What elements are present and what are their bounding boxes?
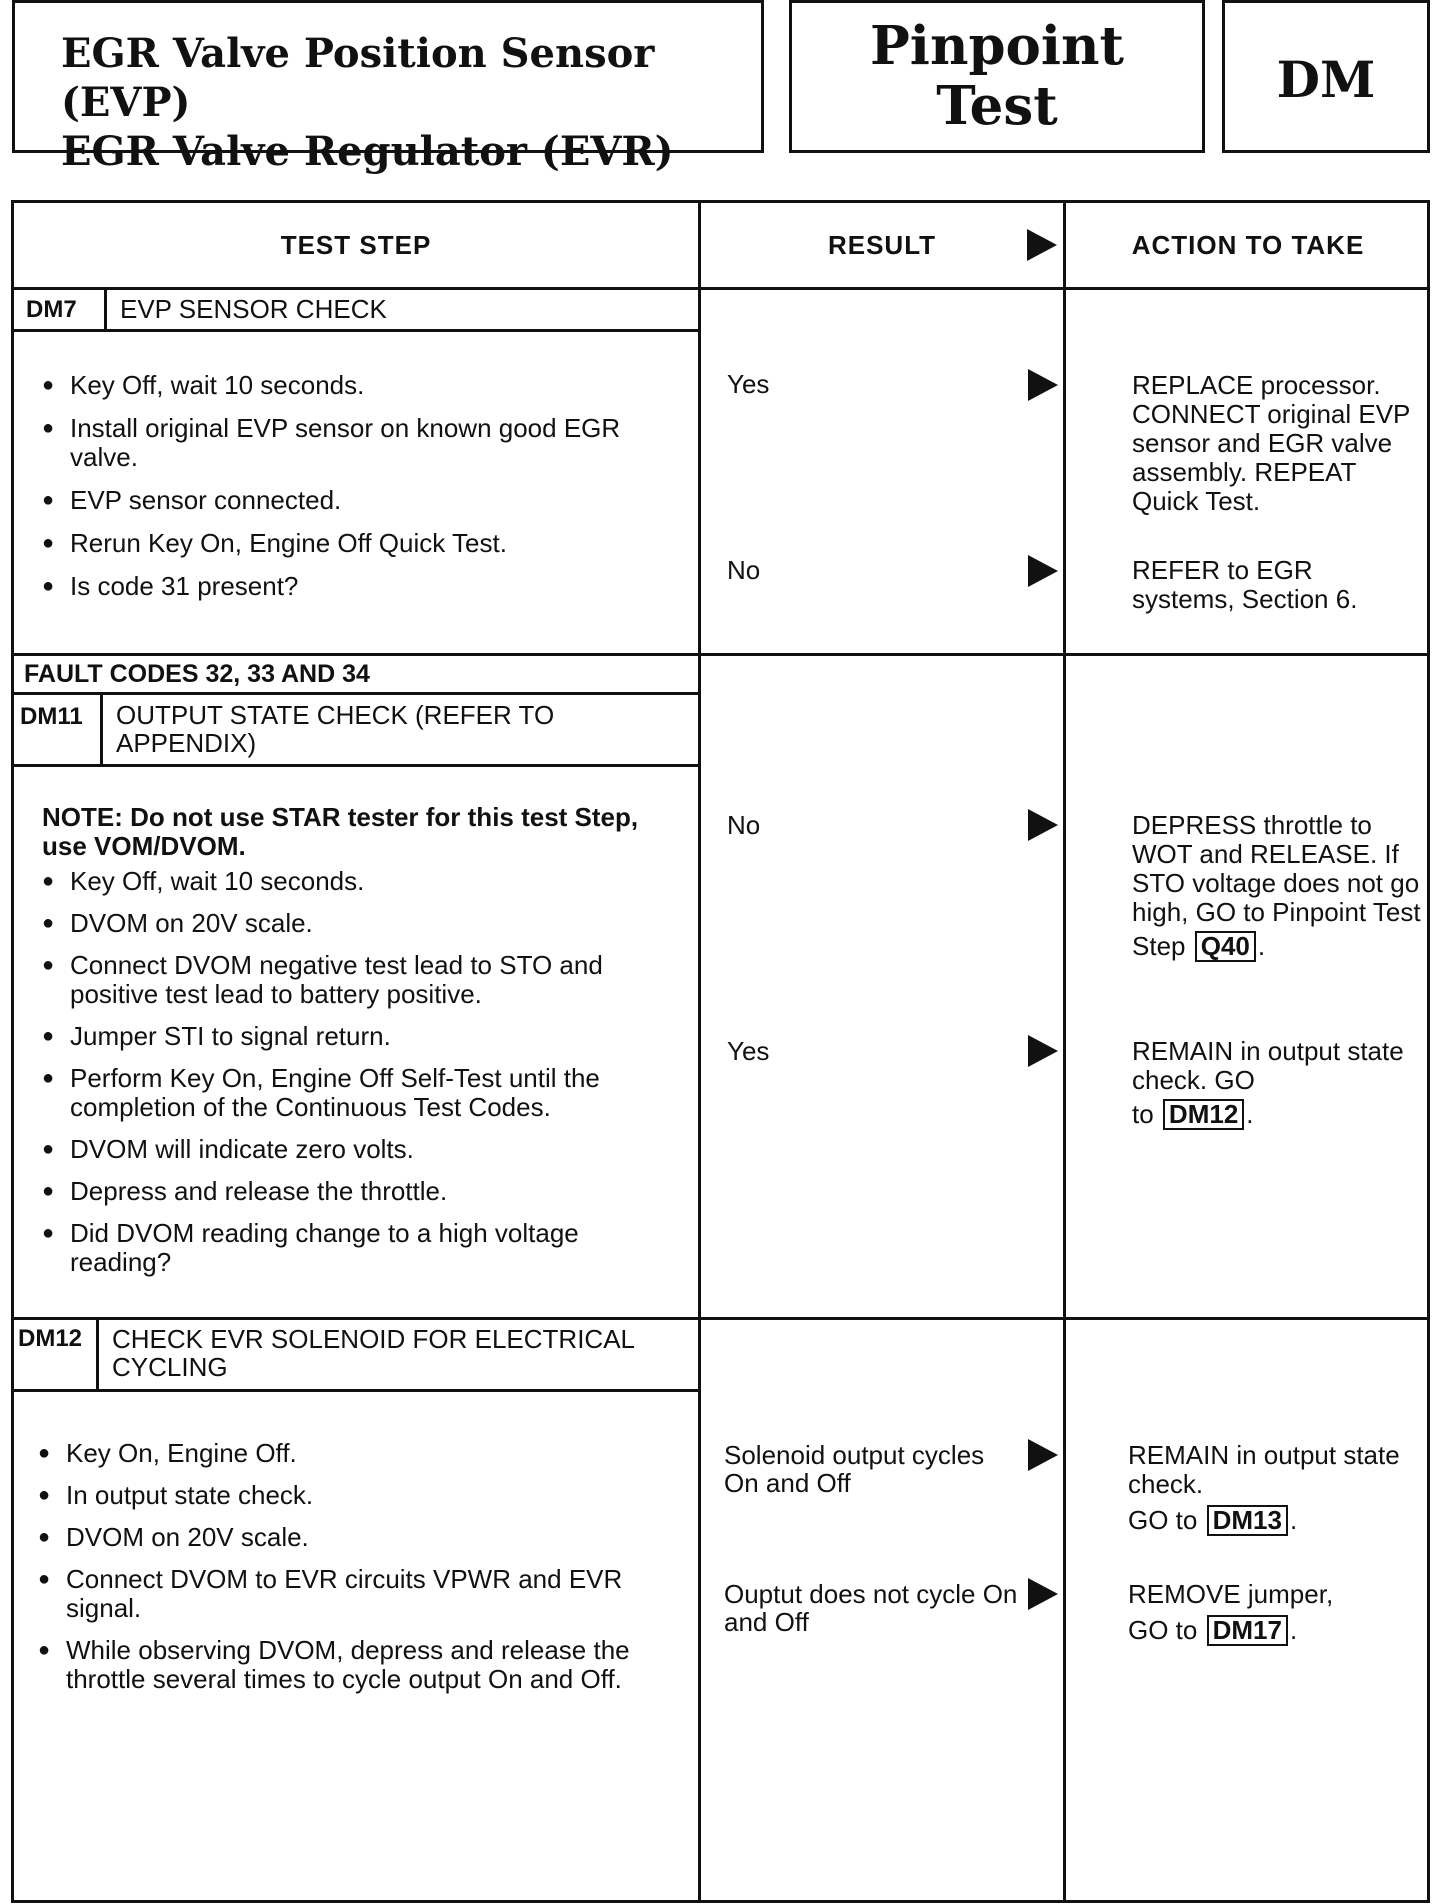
section-divider — [14, 1317, 1427, 1320]
arrow-icon — [1028, 1578, 1058, 1610]
dm11-result-no: No — [727, 810, 761, 840]
step-code-divider — [104, 287, 107, 331]
dm12-action-cycles — [1128, 1441, 1418, 1536]
list-item: ● Connect DVOM to EVR circuits VPWR and EVR signal. — [38, 1565, 688, 1623]
dm7-action-no: REFER to EGR systems, Section 6. — [1132, 555, 1358, 614]
dm12-result-nocycle: Ouptut does not cycle On and Off — [724, 1579, 1018, 1637]
step-reference-dm17[interactable]: DM17 — [1207, 1615, 1288, 1646]
dm11-action-yes — [1132, 1037, 1422, 1130]
list-item: ● DVOM on 20V scale. — [38, 1523, 688, 1552]
list-item: ● DVOM will indicate zero volts. — [42, 1135, 682, 1164]
title-box — [12, 0, 764, 175]
pinpoint-line-2: Test — [936, 75, 1058, 137]
list-item: ● While observing DVOM, depress and release the throttle several times to cycle output On and Off. — [38, 1636, 688, 1694]
pinpoint-line-1: Pinpoint — [869, 15, 1125, 77]
step-code-dm12: DM12 — [18, 1325, 83, 1352]
dm12-action-nocycle-goto-line: GO to DM17 . — [1128, 1615, 1298, 1645]
dm12-action-nocycle-goto: GO to — [1128, 1615, 1198, 1645]
dm11-result-yes: Yes — [727, 1036, 770, 1066]
arrow-icon — [1028, 809, 1058, 841]
list-item: ● Perform Key On, Engine Off Self-Test until the completion of the Continuous Test Codes. — [42, 1064, 682, 1122]
list-item: ● In output state check. — [38, 1481, 688, 1510]
dm11-action-yes-to: to — [1132, 1099, 1154, 1129]
step-code-divider — [96, 1317, 99, 1391]
dm11-action-no-step: Step — [1132, 931, 1186, 961]
step-title-dm12: CHECK EVR SOLENOID FOR ELECTRICAL CYCLING — [112, 1324, 635, 1382]
dm11-action-no-text: DEPRESS throttle to WOT and RELEASE. If STO voltage does not go high, GO to Pinpoint Test — [1132, 810, 1421, 927]
list-item: ● Install original EVP sensor on known good EGR valve. — [42, 414, 682, 472]
dm11-note: NOTE: Do not use STAR tester for this test Step, use VOM/DVOM. — [42, 802, 639, 861]
arrow-icon — [1028, 555, 1058, 587]
column-divider-result — [698, 203, 701, 1903]
section-code-box — [1222, 0, 1430, 153]
dm11-action-yes-text: REMAIN in output state check. GO — [1132, 1036, 1404, 1095]
step-code-dm11: DM11 — [20, 703, 83, 730]
dm12-action-nocycle-text: REMOVE jumper, — [1128, 1579, 1334, 1609]
dm12-action-nocycle — [1128, 1580, 1418, 1646]
step-reference-q40[interactable]: Q40 — [1195, 931, 1256, 962]
dm11-action-no-step-line: Step Q40 . — [1132, 931, 1266, 961]
dm12-action-cycles-goto: GO to — [1128, 1505, 1198, 1535]
dm12-result-cycles: Solenoid output cycles On and Off — [724, 1440, 985, 1498]
dm7-result-no: No — [727, 555, 761, 585]
result-arrow-icon — [1027, 229, 1057, 261]
step-code-dm7: DM7 — [26, 296, 77, 323]
dm12-action-cycles-text: REMAIN in output state check. — [1128, 1440, 1400, 1499]
pinpoint-box — [789, 0, 1205, 153]
list-item: ● EVP sensor connected. — [42, 486, 682, 515]
list-item: ● Key Off, wait 10 seconds. — [42, 867, 682, 896]
arrow-icon — [1028, 1439, 1058, 1471]
list-item: ● Rerun Key On, Engine Off Quick Test. — [42, 529, 682, 558]
arrow-icon — [1028, 1035, 1058, 1067]
list-item: ● Depress and release the throttle. — [42, 1177, 682, 1206]
dm11-action-yes-goto-line: to DM12 . — [1132, 1099, 1254, 1129]
dm7-action-yes: REPLACE processor. CONNECT original EVP sensor and EGR valve assembly. REPEAT Quick Test. — [1132, 370, 1410, 516]
title-line-1: EGR Valve Position Sensor (EVP) — [61, 30, 655, 126]
list-item: ● Key Off, wait 10 seconds. — [42, 371, 682, 400]
list-item: ● Jumper STI to signal return. — [42, 1022, 682, 1051]
dm11-test-steps — [42, 803, 682, 1277]
dm12-test-steps — [38, 1439, 688, 1694]
column-divider-action — [1063, 203, 1066, 1903]
step-code-divider — [100, 692, 103, 766]
list-item: ● Connect DVOM negative test lead to STO and positive test lead to battery positive. — [42, 951, 682, 1009]
column-header-action: ACTION TO TAKE — [1131, 229, 1365, 260]
dm11-action-no — [1132, 811, 1422, 962]
step-reference-dm12[interactable]: DM12 — [1163, 1099, 1244, 1130]
title-line-2: EGR Valve Regulator (EVR) — [61, 128, 674, 175]
step-title-dm7: EVP SENSOR CHECK — [120, 294, 387, 324]
section-code: DM — [1276, 50, 1376, 109]
fault-codes-underline — [14, 692, 698, 695]
section-divider — [14, 653, 1427, 656]
list-item: ● Key On, Engine Off. — [38, 1439, 688, 1468]
header-divider — [14, 287, 1427, 290]
dm12-action-cycles-goto-line: GO to DM13 . — [1128, 1505, 1298, 1535]
step-reference-dm13[interactable]: DM13 — [1207, 1505, 1288, 1536]
step-title-underline — [14, 1389, 698, 1392]
step-title-underline — [14, 329, 698, 332]
column-header-result: RESULT — [827, 229, 937, 260]
arrow-icon — [1028, 369, 1058, 401]
column-header-test-step: TEST STEP — [280, 229, 432, 260]
list-item: ● Is code 31 present? — [42, 572, 682, 601]
dm7-test-steps — [42, 371, 682, 601]
list-item: ● Did DVOM reading change to a high voltage reading? — [42, 1219, 682, 1277]
fault-codes-heading: FAULT CODES 32, 33 AND 34 — [24, 660, 370, 688]
dm7-result-yes: Yes — [727, 369, 770, 399]
list-item: ● DVOM on 20V scale. — [42, 909, 682, 938]
step-title-underline — [14, 764, 698, 767]
step-title-dm11: OUTPUT STATE CHECK (REFER TO APPENDIX) — [116, 700, 555, 758]
pinpoint-table — [11, 200, 1430, 1903]
